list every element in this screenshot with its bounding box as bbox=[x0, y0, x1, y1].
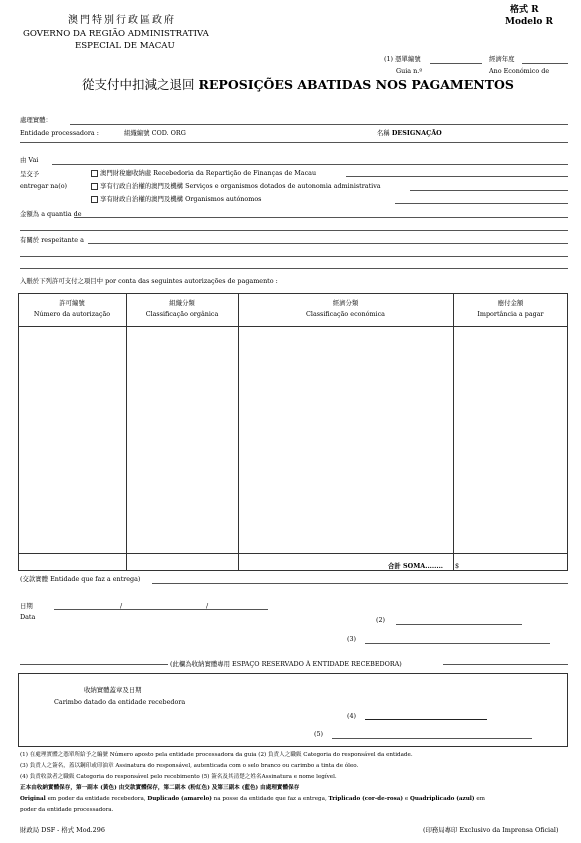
stamp-label-zh: 收納實體蓋章及日期 bbox=[84, 686, 142, 694]
concerning-label: 有關於 respeitante a bbox=[20, 236, 84, 244]
note-6: poder da entidade processadora. bbox=[20, 807, 114, 813]
from-label: 由 Vai bbox=[20, 156, 39, 164]
deliver-to-label-zh: 呈交予 bbox=[20, 170, 40, 178]
option-admin-autonomy-label: 享有行政自治權的澳門及機構 Serviços e organismos dotados de autonomia administrativa bbox=[100, 182, 381, 190]
note-5: Original em poder da entidade recebedora, Duplicado (amarelo) na posse da entidade que faz a entrega, Triplicado (cor-de-rosa) e Quadriplicado (azul) em bbox=[20, 796, 485, 802]
amount-label: 金額為 a quantia de bbox=[20, 210, 82, 218]
sign-note-4: (4) bbox=[347, 712, 357, 720]
format-label: 格式 R bbox=[510, 5, 539, 15]
col-organic-pt: Classificação orgânica bbox=[145, 310, 219, 318]
note-3: (4) 負責收款者之職級 Categoria do responsável pelo recebimento (5) 簽名及其清楚之姓名Assinatura e nome legível. bbox=[20, 774, 337, 780]
date-label-pt: Data bbox=[20, 613, 36, 621]
government-name-pt-2: ESPECIAL DE MACAU bbox=[75, 41, 175, 51]
note-4: 正本由收納實體保存，第一副本 (黃色) 由交款實體保存，第二副本 (粉紅色) 及第三副本 (藍色) 由處理實體保存 bbox=[20, 785, 300, 791]
designation-label-zh: 名稱 bbox=[377, 129, 390, 137]
col-organic-zh: 組織分類 bbox=[169, 299, 195, 307]
total-label: 合計 SOMA........ bbox=[388, 562, 444, 570]
col-amount-pt: Importância a pagar bbox=[477, 310, 544, 318]
footer-printer: (印務局專印 Exclusivo da Imprensa Oficial) bbox=[423, 826, 559, 834]
government-name-zh: 澳門特別行政區政府 bbox=[68, 15, 176, 26]
designation-label-pt: DESIGNAÇÃO bbox=[391, 129, 442, 137]
government-name-pt-1: GOVERNO DA REGIÃO ADMINISTRATIVA bbox=[23, 29, 209, 39]
col-amount-zh: 應付金額 bbox=[497, 299, 524, 307]
designation-label bbox=[377, 130, 442, 136]
form-title bbox=[82, 79, 514, 92]
date-slash-2: / bbox=[206, 602, 209, 610]
sign-note-5: (5) bbox=[314, 730, 324, 738]
option-recebedoria-checkbox[interactable] bbox=[91, 170, 98, 177]
date-label-zh: 日期 bbox=[20, 602, 33, 610]
total-currency: $ bbox=[455, 562, 460, 570]
entity-label-zh: 處理實體： bbox=[20, 116, 52, 124]
form-title-zh: 從支付中扣減之退回 bbox=[82, 77, 195, 92]
deliver-to-label-pt: entregar na(o) bbox=[20, 182, 68, 190]
economic-year-label-zh: 經濟年度 bbox=[489, 55, 515, 63]
form-title-pt: REPOSIÇÕES ABATIDAS NOS PAGAMENTOS bbox=[198, 77, 514, 92]
option-admin-autonomy-checkbox[interactable] bbox=[91, 183, 98, 190]
option-recebedoria-label: 澳門財稅廳收納處 Recebedoria da Repartição de Finanças de Macau bbox=[100, 169, 317, 177]
option-autonomous-checkbox[interactable] bbox=[91, 196, 98, 203]
stamp-label-pt: Carimbo datado da entidade recebedora bbox=[54, 698, 186, 706]
col-economic-pt: Classificação económica bbox=[306, 310, 385, 318]
reserved-box bbox=[18, 673, 568, 747]
reserved-area-label: (此欄為收納實體專用 ESPAÇO RESERVADO À ENTIDADE RECEBEDORA) bbox=[170, 660, 402, 668]
authorizations-table bbox=[18, 293, 568, 571]
sign-note-2: (2) bbox=[376, 616, 386, 624]
economic-year-label-pt: Ano Económico de bbox=[489, 67, 550, 75]
col-authorization-zh: 許可編號 bbox=[59, 299, 85, 307]
entity-label-pt: Entidade processadora : bbox=[20, 129, 99, 137]
note-2: (3) 負責人之簽名，蓋以鋼印或印油章 Assinatura do responsável, autenticada com o selo branco ou carimbo a tinta de óleo. bbox=[20, 763, 359, 769]
sign-note-3: (3) bbox=[347, 635, 357, 643]
guide-number-label-pt: Guia n.º bbox=[396, 67, 423, 75]
col-economic-zh: 經濟分類 bbox=[332, 299, 359, 307]
note-1: (1) 在處理實體之憑單所給予之編號 Número aposto pela entidade processadora da guia (2) 負責人之職級 Categoria do responsável da entidade. bbox=[20, 752, 413, 758]
authorizations-intro: 入賬於下列許可支付之項目中 por conta das seguintes autorizações de pagamento : bbox=[20, 277, 278, 285]
org-code-label: 組織編號 COD. ORG bbox=[124, 129, 186, 137]
guide-number-label-zh: (1) 憑單編號 bbox=[384, 55, 421, 63]
footer-form-code: 財政局 DSF - 格式 Mod.296 bbox=[20, 826, 105, 834]
col-authorization-pt: Número da autorização bbox=[33, 310, 111, 318]
date-slash-1: / bbox=[120, 602, 123, 610]
model-label: Modelo R bbox=[505, 17, 554, 27]
option-autonomous-label: 享有財政自治權的澳門及機構 Organismos autónomos bbox=[100, 195, 262, 203]
delivering-entity-label: (交款實體 Entidade que faz a entrega) bbox=[20, 575, 141, 583]
